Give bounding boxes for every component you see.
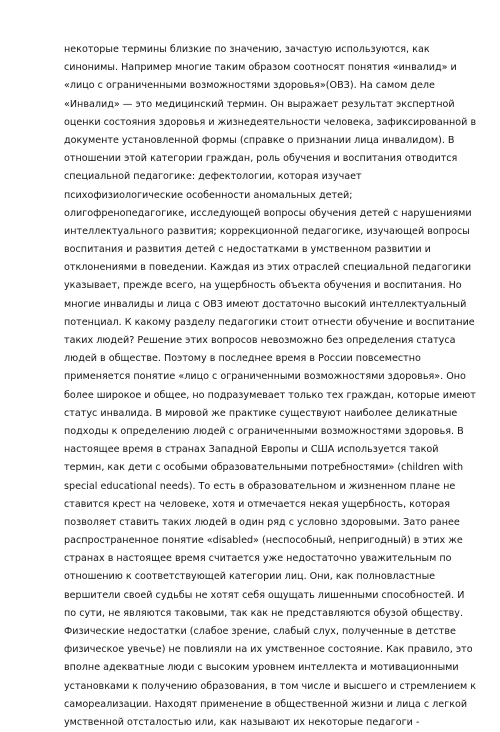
text-line: странах в настоящее время считается уже недостаточно уважительным по (64, 553, 452, 565)
text-line: специальной педагогике: дефектологии, которая изучает (64, 171, 362, 183)
text-line: «Инвалид» — это медицинский термин. Он выражает результат экспертной (64, 98, 455, 110)
text-line: потенциал. К какому разделу педагогики стоит отнести обучение и воспитание (64, 316, 475, 328)
text-line: интеллектуального развития; коррекционной педагогике, изучающей вопросы (64, 225, 470, 237)
text-line: термин, как дети с особыми образовательными потребностями» (children with (64, 462, 464, 474)
text-line: людей в обществе. Поэтому в последнее время в России повсеместно (64, 353, 421, 365)
text-line: указывает, прежде всего, на ущербность объекта обучения и воспитания. Но (64, 280, 462, 292)
text-line: Физические недостатки (слабое зрение, слабый слух, полученные в детстве (64, 626, 456, 637)
text-line: синонимы. Например многие таким образом соотносят понятия «инвалид» и (64, 62, 457, 74)
body-text (64, 41, 477, 732)
text-line: вполне адекватные люди с высоким уровнем интеллекта и мотивационными (64, 662, 459, 674)
text-line: «лицо с ограниченными возможностями здоровья»(ОВЗ). На самом деле (64, 80, 435, 92)
text-line: физическое увечье) не повлияли на их умственное состояние. Как правило, это (64, 644, 473, 656)
text-line: некоторые термины близкие по значению, зачастую используются, как (64, 44, 430, 55)
text-line: умственной отсталостью или, как называют их некоторые педагоги - (64, 716, 420, 728)
text-line: воспитания и развития детей с недостатками в умственном развитии и (64, 244, 431, 256)
text-line: установками к получению образования, в том числе и высшего и стремлением к (64, 680, 477, 692)
text-line: настоящее время в странах Западной Европы и США используется такой (64, 444, 439, 456)
text-line: позволяет ставить таких людей в один ряд с условно здоровыми. Зато ранее (64, 516, 460, 528)
text-line: более широкое и общее, но подразумевает только тех граждан, которые имеют (64, 389, 476, 401)
text-line: психофизиологические особенности аномальных детей; (64, 189, 353, 201)
text-line: отношению к соответствующей категории лиц. Они, как полновластные (64, 571, 436, 583)
text-line: применяется понятие «лицо с ограниченными возможностями здоровья». Оно (64, 371, 466, 383)
text-line: оценки состояния здоровья и жизнедеятельности человека, зафиксированной в (64, 116, 477, 128)
text-line: самореализации. Находят применение в общественной жизни и лица с легкой (64, 698, 468, 710)
text-line: special educational needs). То есть в образовательном и жизненном плане не (64, 480, 456, 492)
text-line: таких людей? Решение этих вопросов невозможно без определения статуса (64, 335, 456, 346)
text-line: вершители своей судьбы не хотят себя ощущать лишенными способностей. И (64, 589, 465, 601)
text-line: олигофренопедагогике, исследующей вопросы обучения детей с нарушениями (64, 207, 472, 219)
text-line: подходы к определению людей с ограниченными возможностями здоровья. В (64, 425, 464, 437)
text-line: распространенное понятие «disabled» (неспособный, непригодный) в этих же (64, 535, 463, 547)
text-line: по сути, не являются таковыми, так как не представляются обузой обществу. (64, 607, 464, 619)
text-line: многие инвалиды и лица с ОВЗ имеют достаточно высокий интеллектуальный (64, 298, 467, 310)
text-line: документе установленной формы (справке о признании лица инвалидом). В (64, 134, 455, 146)
text-line: ставится крест на человеке, хотя и отмечается некая ущербность, которая (64, 498, 451, 510)
text-line: отношении этой категории граждан, роль обучения и воспитания отводится (64, 153, 458, 165)
text-line: отклонениями в поведении. Каждая из этих отраслей специальной педагогики (64, 262, 472, 274)
text-line: статус инвалида. В мировой же практике существуют наиболее деликатные (64, 407, 458, 419)
